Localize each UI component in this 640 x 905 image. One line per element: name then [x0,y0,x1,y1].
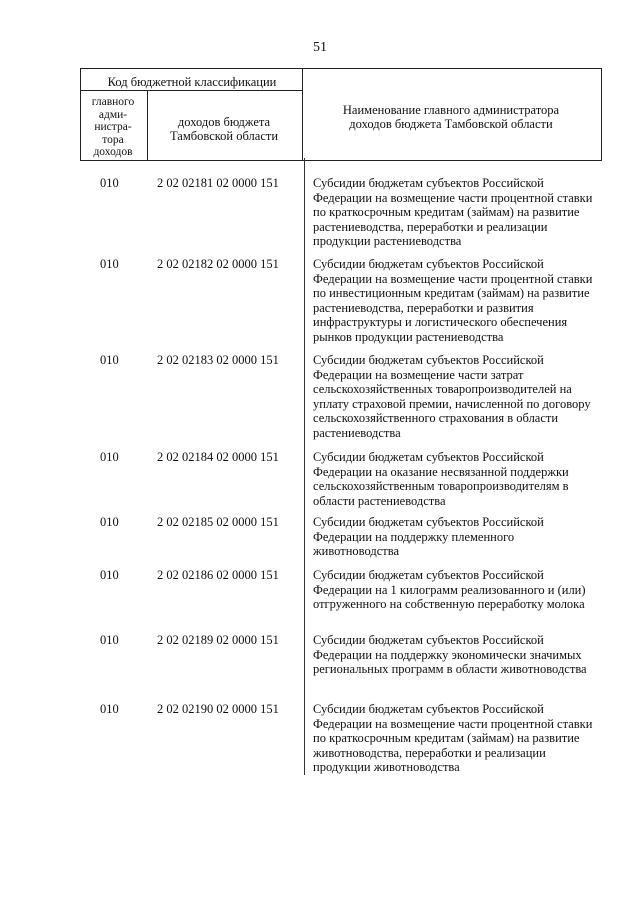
header-bottom-border [80,160,602,161]
col-admin-header-line: главного [91,96,135,108]
col-name-header-line: Наименование главного администратора [342,103,560,117]
budget-code-cell: 2 02 02186 02 0000 151 [157,568,279,582]
admin-code-cell: 010 [100,176,119,190]
name-cell: Субсидии бюджетам субъектов Российской Федерации на 1 килограмм реализованного и (или) отгруженного на собственную переработку молока [313,568,586,612]
col-admin-header-line: доходов [93,146,133,158]
header-left-border [80,68,81,161]
header-name-divider [302,68,303,161]
header-admin-divider [147,90,148,161]
budget-code-cell: 2 02 02189 02 0000 151 [157,633,279,647]
name-cell: Субсидии бюджетам субъектов Российской Федерации на возмещение части процентной ставки по инвестиционным кредитам (займам) на развитие растениеводства, переработки и развития инфраструктуры и логистического обеспечения рынков продукции растениеводства [313,257,593,344]
admin-code-cell: 010 [100,515,119,529]
admin-code-cell: 010 [100,353,119,367]
name-cell: Субсидии бюджетам субъектов Российской Федерации на оказание несвязанной поддержки сельскохозяйственным товаропроизводителям в области растениеводства [313,450,569,508]
col-admin-header [82,96,144,159]
col-admin-header-line: тора [102,133,124,146]
admin-code-cell: 010 [100,633,119,647]
header-group-underline [80,90,302,91]
col-admin-header-line: адми- [98,108,128,121]
col-code-header [150,115,298,143]
admin-code-cell: 010 [100,450,119,464]
name-cell: Субсидии бюджетам субъектов Российской Федерации на возмещение части затрат сельскохозяйственных товаропроизводителей на уплату страховой премии, начисленной по договору сельскохозяйственного страхования в области растениеводства [313,353,591,440]
col-code-header-line: доходов бюджета [177,115,271,129]
header-top-border [80,68,602,69]
name-cell: Субсидии бюджетам субъектов Российской Федерации на возмещение части процентной ставки по краткосрочным кредитам (займам) на развитие животноводства, переработки и реализации продукции животноводства [313,702,593,775]
budget-code-cell: 2 02 02183 02 0000 151 [157,353,279,367]
col-code-header-line: Тамбовской области [169,129,279,143]
budget-code-cell: 2 02 02182 02 0000 151 [157,257,279,271]
header-right-border [601,68,602,161]
budget-code-cell: 2 02 02190 02 0000 151 [157,702,279,716]
col-name-header-line: доходов бюджета Тамбовской области [349,117,553,131]
body-column-divider [304,158,305,775]
page-number: 51 [313,40,327,55]
col-admin-header-line: нистра- [94,121,132,133]
budget-code-cell: 2 02 02184 02 0000 151 [157,450,279,464]
group-header: Код бюджетной классификации [107,75,277,89]
budget-code-cell: 2 02 02185 02 0000 151 [157,515,279,529]
name-cell: Субсидии бюджетам субъектов Российской Федерации на возмещение части процентной ставки по краткосрочным кредитам (займам) на развитие растениеводства, переработки и реализации продукции растениеводства [313,176,593,249]
name-cell: Субсидии бюджетам субъектов Российской Федерации на поддержку племенного животноводства [313,515,544,559]
admin-code-cell: 010 [100,568,119,582]
admin-code-cell: 010 [100,257,119,271]
admin-code-cell: 010 [100,702,119,716]
budget-code-cell: 2 02 02181 02 0000 151 [157,176,279,190]
name-cell: Субсидии бюджетам субъектов Российской Федерации на поддержку экономически значимых региональных программ в области животноводства [313,633,587,677]
col-name-header [306,103,596,131]
